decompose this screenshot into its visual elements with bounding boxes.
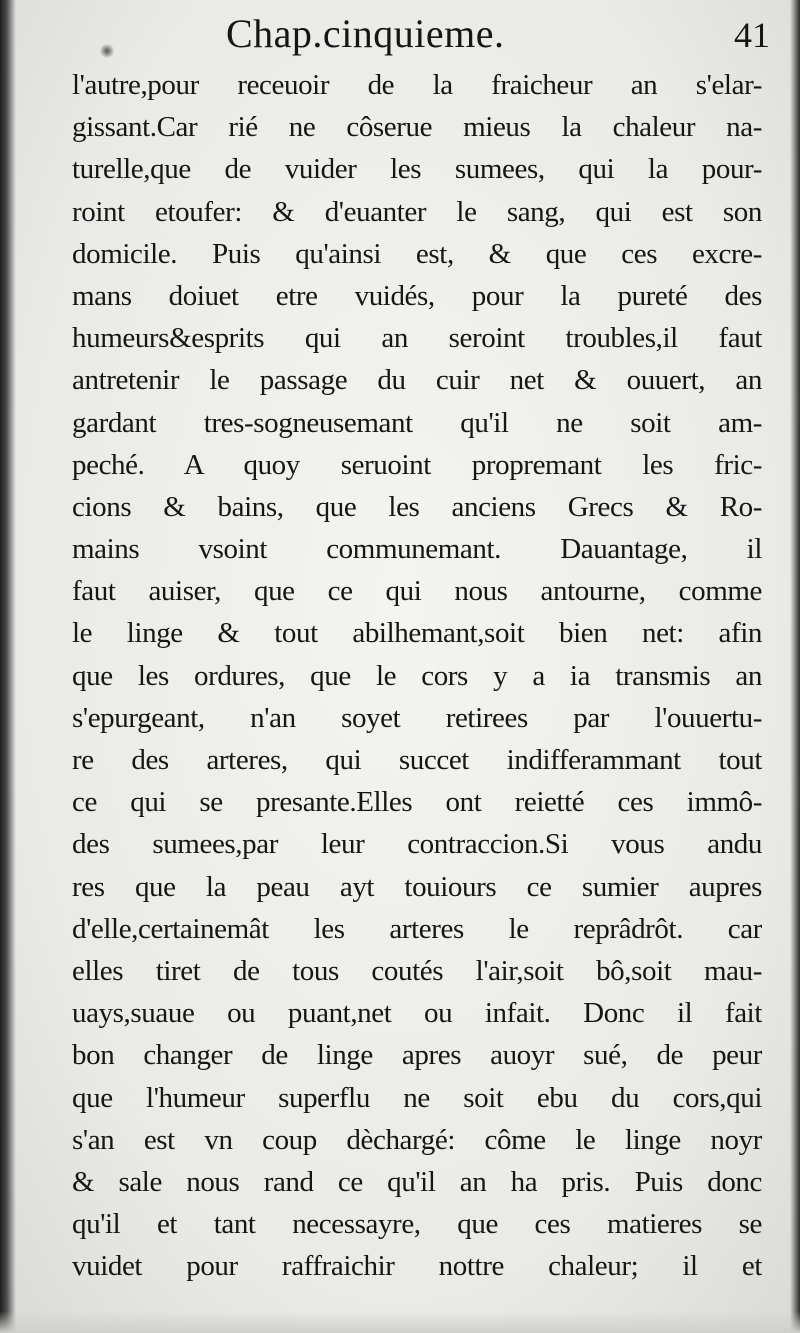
text-line: qu'il et tant necessayre, que ces matieres se xyxy=(72,1208,762,1241)
text-line: roint etoufer: & d'euanter le sang, qui est son xyxy=(72,195,762,228)
page-header xyxy=(0,6,800,62)
page-edge-shadow xyxy=(790,0,800,1333)
text-line: l'autre,pour receuoir de la fraicheur an s'elar- xyxy=(72,69,762,101)
text-line: que l'humeur superflu ne soit ebu du cors,qui xyxy=(72,1081,762,1114)
text-line: re des arteres, qui succet indifferammant tout xyxy=(72,744,762,776)
text-line: mans doiuet etre vuidés, pour la pureté des xyxy=(72,279,762,312)
text-line: vuidet pour raffraichir nottre chaleur; il et xyxy=(72,1250,762,1283)
text-line: s'epurgeant, n'an soyet retirees par l'ouuertu- xyxy=(72,701,762,734)
page-gutter-shadow xyxy=(0,0,16,1333)
page-number: 41 xyxy=(734,15,770,55)
text-line: humeurs&esprits qui an seroint troubles,il faut xyxy=(72,322,762,355)
text-line: peché. A quoy seruoint propremant les fric- xyxy=(72,448,762,481)
text-line: gardant tres-sogneusemant qu'il ne soit am- xyxy=(72,406,762,439)
text-line: s'an est vn coup dèchargé: côme le linge noyr xyxy=(72,1123,762,1156)
running-head: Chap.cinquieme. xyxy=(226,11,505,56)
text-line: que les ordures, que le cors y a ia transmis an xyxy=(72,659,762,692)
text-line: gissant.Car rié ne côserue mieus la chaleur na- xyxy=(72,111,762,144)
page-bottom-margin xyxy=(0,1311,800,1333)
text-line: d'elle,certainemât les arteres le reprâdrôt. car xyxy=(72,912,762,945)
text-line: & sale nous rand ce qu'il an ha pris. Puis donc xyxy=(72,1165,762,1198)
text-line: faut auiser, que ce qui nous antourne, comme xyxy=(72,575,762,608)
text-line: mains vsoint communemant. Dauantage, il xyxy=(72,533,762,566)
text-line: turelle,que de vuider les sumees, qui la pour- xyxy=(72,153,762,186)
text-line: le linge & tout abilhemant,soit bien net: afin xyxy=(72,617,762,650)
text-line: domicile. Puis qu'ainsi est, & que ces excre- xyxy=(72,237,762,270)
text-line: ce qui se presante.Elles ont reietté ces immô- xyxy=(72,786,762,819)
text-line: antretenir le passage du cuir net & ouuert, an xyxy=(72,364,762,397)
text-line: des sumees,par leur contraccion.Si vous andu xyxy=(72,828,762,861)
text-line: elles tiret de tous coutés l'air,soit bô,soit mau- xyxy=(72,954,762,987)
text-line: uays,suaue ou puant,net ou infait. Donc il fait xyxy=(72,997,762,1030)
text-line: res que la peau ayt touiours ce sumier aupres xyxy=(72,870,762,903)
text-line: cions & bains, que les anciens Grecs & Ro- xyxy=(72,490,762,523)
text-line: bon changer de linge apres auoyr sué, de peur xyxy=(72,1039,762,1072)
body-text xyxy=(72,64,762,1287)
